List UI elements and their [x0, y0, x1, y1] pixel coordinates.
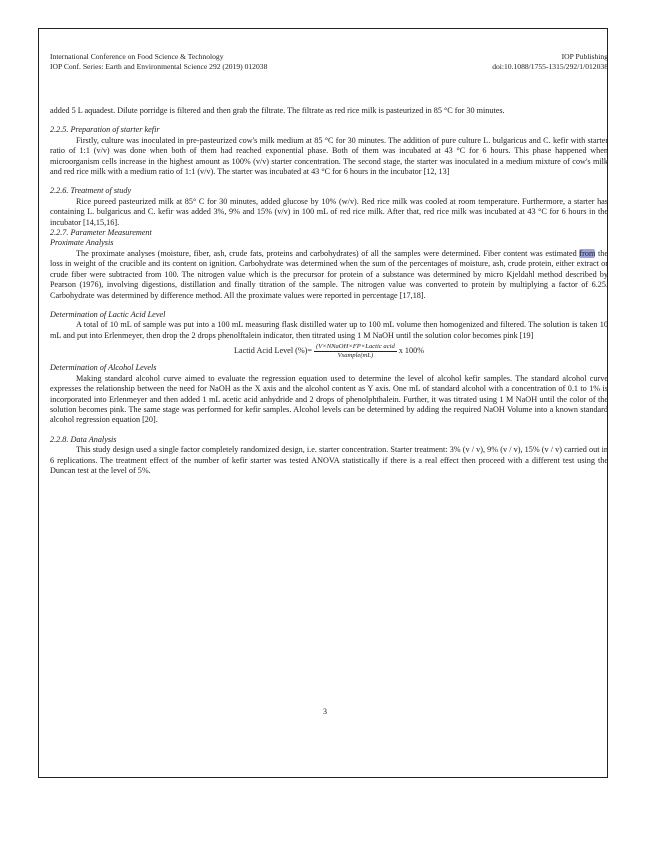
page-body — [50, 106, 608, 476]
header-doi: doi:10.1088/1755-1315/292/1/012038 — [492, 62, 608, 71]
subsection-heading-lactic: Determination of Lactic Acid Level — [50, 309, 166, 319]
header-series: IOP Conf. Series: Earth and Environmental Science 292 (2019) 012038 — [50, 62, 268, 71]
paragraph-lactic: A total of 10 mL of sample was put into a 100 mL measuring flask distilled water up to 100 mL volume then homogenized and filtered. The solution is taken 10 mL and put into Erlenmeyer, then drop the 2 drops phenolftalein indicator, then titrated using 1 M NaOH until the solution color becomes pink [19] — [50, 320, 608, 340]
paragraph-data-analysis: This study design used a single factor completely randomized design, i.e. starter concentration. Starter treatment: 3% (v / v), 9% (v / v), 15% (v / v) carried out in 6 replications. The treatment effect of the number of kefir starter was tested ANOVA statistically if there is a real effect then proceed with a different test using the Duncan test at the level of 5%. — [50, 445, 608, 475]
formula-rhs: x 100% — [398, 346, 425, 356]
running-header — [50, 52, 608, 72]
paragraph-proximate — [50, 249, 608, 301]
subsection-heading-alcohol: Determination of Alcohol Levels — [50, 363, 157, 373]
section-heading-2-2-6: 2.2.6. Treatment of study — [50, 186, 132, 196]
text-selection-highlight[interactable]: from — [579, 248, 596, 258]
formula-lhs: Lactid Acid Level (%)= — [233, 346, 313, 356]
proximate-text-b: the loss in weight of the crucible and its content on ignition. Carbohydrate was determined when the sum of the percentages of moisture, ash, crude protein, either extract or crude fiber were subtracted from 100. The nitrogen value which is the precursor for protein of a substance was determined by micro Kjeldahl method described by Pearson (1976), involving digestions, distillation and finally titration of the sample. The nitrogen value was converted to protein by multiplying a factor of 6.25. Carbohydrate was determined by difference method. All the proximate values were reported in percentage [17,18]. — [50, 248, 608, 300]
proximate-text-a: The proximate analyses (moisture, fiber, ash, crude fats, proteins and carbohydrates) of all the samples were determined. Fiber content was estimated — [76, 248, 580, 258]
header-conference: International Conference on Food Science & Technology — [50, 52, 224, 61]
formula-numerator: (V×NNaOH×FP×Lactic acid — [316, 343, 395, 351]
header-publisher: IOP Publishing — [561, 52, 608, 61]
section-heading-2-2-5: 2.2.5. Preparation of starter kefir — [50, 125, 160, 135]
paragraph-alcohol: Making standard alcohol curve aimed to evaluate the regression equation used to determine the level of alcohol kefir samples. The standard alcohol curve expresses the relationship between the need for NaOH as the X axis and the alcohol content as Y axis. One mL of standard alcohol with a concentration of 0.1 to 1% is incorporated into Erlenmeyer and then added 1 mL acetic acid anhydride and 2 drops of phenolphthalein. Further, it was titrated using 1 M NaOH until the color of the solution becomes pink. The same stage was performed for kefir samples. Alcohol levels can be determined by adding the required NaOH Volume into a known standard alcohol regression equation [20]. — [50, 373, 608, 425]
paragraph-treatment: Rice pureed pasteurized milk at 85° C for 30 minutes, added glucose by 10% (w/v). Red rice milk was cooled at room temperature. Furthermore, a starter has containing L. bulgaricus and C. kefir was added 3%, 9% and 15% (v/v) in 100 mL of red rice milk. After that, red rice milk was incubated at 43 °C for 6 hours in the incubator [14,15,16]. — [50, 196, 608, 227]
section-heading-2-2-7: 2.2.7. Parameter Measurement — [50, 228, 152, 238]
formula-fraction — [314, 343, 397, 359]
subsection-heading-proximate: Proximate Analysis — [50, 238, 114, 248]
formula-denominator: Vsample(mL) — [337, 351, 374, 359]
paragraph-intro: added 5 L aquadest. Dilute porridge is filtered and then grab the filtrate. The filtrate as red rice milk is pasteurized in 85 °C for 30 minutes. — [50, 106, 505, 115]
paragraph-starter-kefir: Firstly, culture was inoculated in pre-pasteurized cow's milk medium at 85 °C for 30 minutes. The addition of pure culture L. bulgaricus and C. kefir with starter ratio of 1:1 (v/v) was done when both of them had reached exponential phase. Both of them was incubated at 43 °C for 6 hours. This phase happened when microorganism cells increase in the highest amount as 100% (v/v) starter concentration. The second stage, the starter was inoculated in a medium mixture of cow's milk and red rice milk with a medium ratio of 1:1 (v/v). The starter was incubated at 43 °C for 6 hours in the incubator [12, 13] — [50, 135, 608, 177]
section-heading-2-2-8: 2.2.8. Data Analysis — [50, 434, 117, 444]
page-number: 3 — [323, 707, 327, 716]
lactic-acid-formula — [50, 343, 608, 359]
